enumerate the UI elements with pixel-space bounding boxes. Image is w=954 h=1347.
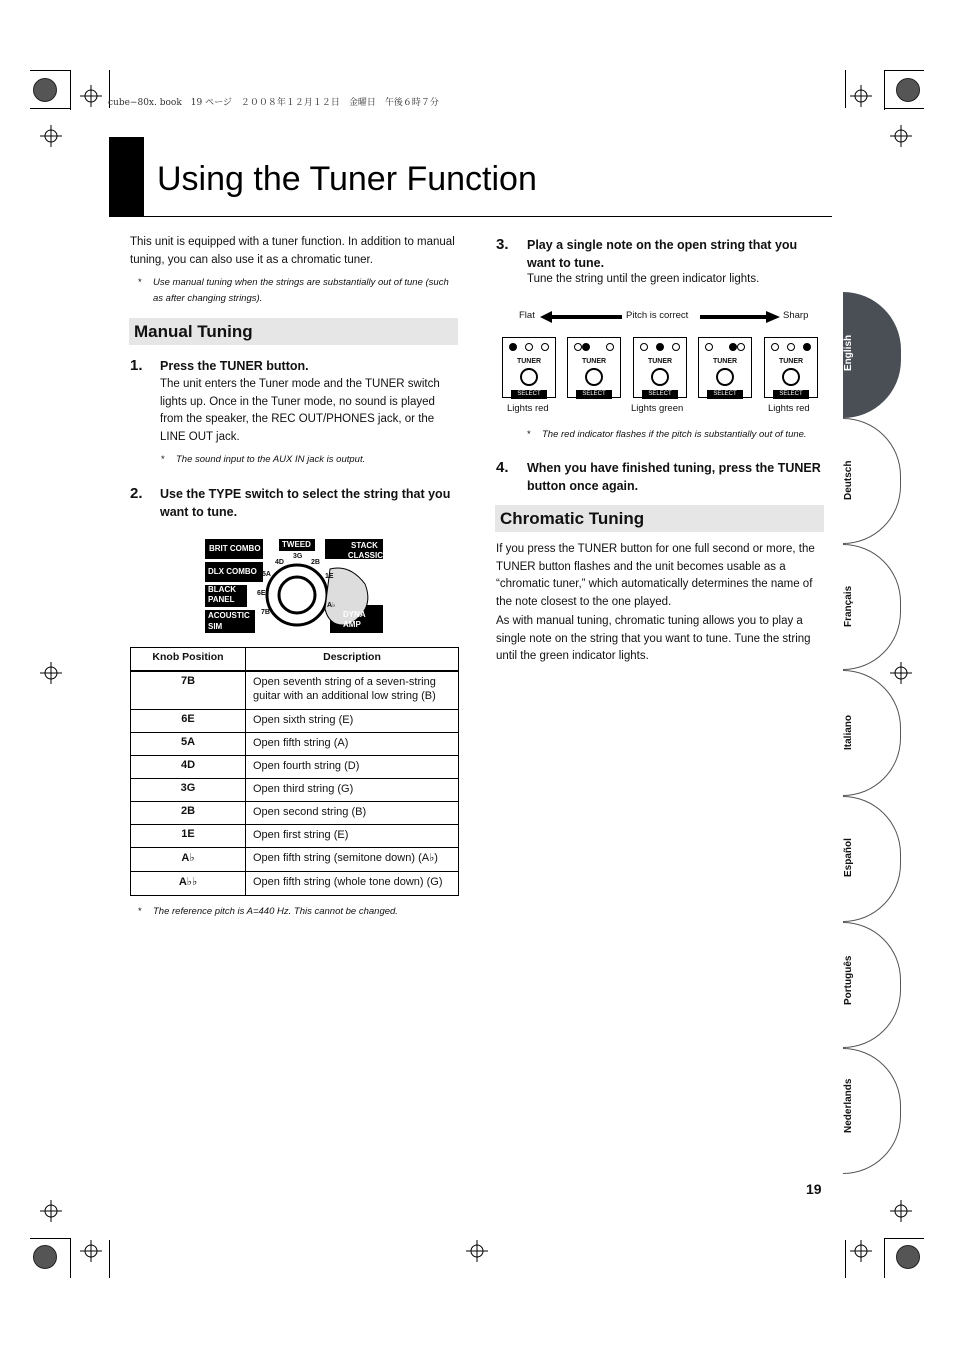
- type-switch-illustration: [205, 539, 383, 633]
- tuner-knob-icon: [585, 368, 603, 386]
- table-cell-position: 2B: [131, 801, 246, 824]
- chromatic-para-1: If you press the TUNER button for one full second or more, the TUNER button flashes and the unit becomes usable as a “chromatic tuner,” which automatically determines the name of the note closest to the one played.: [496, 543, 815, 608]
- step-1-text: The unit enters the Tuner mode and the TUNER switch lights up. Once in the Tuner mode, no sound is played from the speaker, the REC OUT/PHONES jack, or the LINE OUT jack.: [160, 378, 440, 443]
- table-cell-position: 7B: [131, 671, 246, 709]
- crop-mark: [884, 70, 924, 71]
- table-cell-position: A♭♭: [131, 871, 246, 895]
- type-label-stack: STACK: [351, 541, 378, 550]
- type-position-a-flat: A♭: [327, 602, 336, 609]
- table-row: [131, 709, 459, 732]
- tuner-sharp-label: Sharp: [783, 310, 809, 321]
- indicator-led-icon: [672, 343, 680, 351]
- table-cell-description: Open fifth string (whole tone down) (G): [246, 871, 459, 895]
- table-cell-description: Open second string (B): [246, 801, 459, 824]
- indicator-led-icon: [737, 343, 745, 351]
- table-row: [131, 671, 459, 709]
- table-cell-position: A♭: [131, 847, 246, 871]
- crop-mark: [884, 108, 924, 109]
- table-header-row: [131, 648, 459, 672]
- table-cell-position: 1E: [131, 824, 246, 847]
- tuner-pitch-correct-label: Pitch is correct: [626, 310, 689, 321]
- manual-tuning-heading: Manual Tuning: [129, 318, 458, 345]
- intro-note: [138, 275, 458, 306]
- crop-mark: [109, 1240, 110, 1278]
- type-position-6e: 6E: [257, 590, 266, 597]
- tuner-button-label: TUNER: [647, 358, 673, 365]
- step-4-title: When you have finished tuning, press the TUNER button once again.: [527, 461, 821, 493]
- table-note-text: The reference pitch is A=440 Hz. This cannot be changed.: [153, 906, 398, 917]
- tuner-unit-correct: [633, 337, 687, 398]
- registration-target-icon: [896, 78, 920, 102]
- tuner-unit-sharp: [764, 337, 818, 398]
- lights-red-right-label: Lights red: [768, 403, 810, 414]
- registration-target-icon: [33, 1245, 57, 1269]
- step-1-note: * The sound input to the AUX IN jack is output.: [161, 452, 461, 468]
- crop-mark: [30, 70, 70, 71]
- step-3-number: 3.: [496, 236, 509, 253]
- intro-note-text: Use manual tuning when the strings are substantially out of tune (such as after changing strings).: [153, 277, 449, 304]
- crop-mark: [845, 1240, 846, 1278]
- tuner-knob-icon: [651, 368, 669, 386]
- step-1-number: 1.: [130, 357, 143, 374]
- step-1-title: Press the TUNER button.: [160, 359, 309, 373]
- table-cell-position: 5A: [131, 732, 246, 755]
- tuner-button-label: TUNER: [778, 358, 804, 365]
- tuner-button-label: TUNER: [516, 358, 542, 365]
- crop-mark: [884, 70, 885, 110]
- step-4-number: 4.: [496, 459, 509, 476]
- type-position-7b: 7B: [261, 609, 270, 616]
- crop-mark: [30, 1238, 70, 1239]
- type-label-dyna-amp: DYNA AMP: [343, 610, 366, 629]
- crosshair-icon: [850, 85, 872, 107]
- indicator-led-icon: [729, 343, 737, 351]
- tuner-unit-slightly-sharp: [698, 337, 752, 398]
- lights-green-label: Lights green: [631, 403, 684, 414]
- page-title: Using the Tuner Function: [157, 160, 537, 198]
- crosshair-icon: [40, 1200, 62, 1222]
- table-cell-position: 3G: [131, 778, 246, 801]
- indicator-led-icon: [771, 343, 779, 351]
- indicator-led-icon: [541, 343, 549, 351]
- table-cell-position: 4D: [131, 755, 246, 778]
- crosshair-icon: [80, 85, 102, 107]
- crosshair-icon: [890, 1200, 912, 1222]
- tuner-button-label: TUNER: [581, 358, 607, 365]
- indicator-led-icon: [574, 343, 582, 351]
- language-tab-label-deutsch: Deutsch: [843, 460, 854, 500]
- print-header: cube−80x. book 19 ページ ２００８年１２月１２日 金曜日 午後６時７分: [108, 98, 439, 108]
- table-cell-description: Open first string (E): [246, 824, 459, 847]
- type-position-2b: 2B: [311, 559, 320, 566]
- table-cell-position: 6E: [131, 709, 246, 732]
- tuner-knob-icon: [782, 368, 800, 386]
- table-header-knob-position: Knob Position: [131, 648, 246, 672]
- chromatic-para-2: As with manual tuning, chromatic tuning allows you to play a single note on the string that you want to tune. Tune the string until the green indicator lights.: [496, 615, 811, 662]
- note-star: *: [138, 277, 142, 288]
- indicator-led-icon: [606, 343, 614, 351]
- step-2-number: 2.: [130, 485, 143, 502]
- tuner-button-label: TUNER: [712, 358, 738, 365]
- select-label: SELECT: [511, 390, 547, 399]
- type-label-acoustic-sim: ACOUSTIC SIM: [208, 611, 250, 631]
- type-label-dlx-combo: DLX COMBO: [208, 567, 257, 576]
- type-position-4d: 4D: [275, 559, 284, 566]
- tuner-unit-slightly-flat: [567, 337, 621, 398]
- lights-red-left-label: Lights red: [507, 403, 549, 414]
- arrow-right-icon: [700, 311, 780, 323]
- type-position-1e: 1E: [325, 573, 334, 580]
- indicator-led-icon: [803, 343, 811, 351]
- crop-mark: [30, 108, 70, 109]
- registration-target-icon: [896, 1245, 920, 1269]
- knob-position-table: [130, 647, 459, 896]
- select-label: SELECT: [773, 390, 809, 399]
- crosshair-icon: [890, 125, 912, 147]
- table-cell-description: Open seventh string of a seven-string guitar with an additional low string (B): [246, 671, 459, 709]
- registration-target-icon: [33, 78, 57, 102]
- crop-mark: [70, 1238, 71, 1278]
- intro-text: This unit is equipped with a tuner function. In addition to manual tuning, you can also use it as a chromatic tuner.: [130, 236, 455, 266]
- step-3-title: Play a single note on the open string that you want to tune.: [527, 238, 798, 270]
- crop-mark: [884, 1238, 885, 1278]
- table-row: [131, 732, 459, 755]
- crop-mark: [884, 1238, 924, 1239]
- crosshair-icon: [80, 1240, 102, 1262]
- table-row: [131, 871, 459, 895]
- arrow-left-icon: [540, 311, 622, 323]
- tuner-note: * The red indicator flashes if the pitch is substantially out of tune.: [527, 427, 827, 443]
- crosshair-icon: [40, 125, 62, 147]
- type-label-black-panel: BLACK PANEL: [208, 585, 236, 604]
- table-row: [131, 801, 459, 824]
- type-label-classic: CLASSIC: [347, 551, 383, 560]
- language-tab-label-francais: Français: [843, 585, 854, 627]
- step-3-text: Tune the string until the green indicator lights.: [527, 273, 760, 285]
- language-tab-label-portugues: Português: [843, 955, 854, 1005]
- title-black-bar: [109, 137, 144, 217]
- crosshair-icon: [466, 1240, 488, 1262]
- select-label: SELECT: [707, 390, 743, 399]
- crosshair-icon: [890, 662, 912, 684]
- type-label-tweed: TWEED: [282, 540, 311, 549]
- table-note: * The reference pitch is A=440 Hz. This cannot be changed.: [138, 904, 458, 920]
- tuner-knob-icon: [520, 368, 538, 386]
- table-cell-description: Open fifth string (A): [246, 732, 459, 755]
- crosshair-icon: [850, 1240, 872, 1262]
- language-tab-label-italiano: Italiano: [843, 714, 854, 750]
- tuner-note-text: The red indicator flashes if the pitch is substantially out of tune.: [542, 429, 807, 440]
- step-1-note-text: The sound input to the AUX IN jack is output.: [176, 454, 366, 465]
- indicator-led-icon: [787, 343, 795, 351]
- crosshair-icon: [40, 662, 62, 684]
- tuner-unit-flat: [502, 337, 556, 398]
- table-row: [131, 847, 459, 871]
- tuner-flat-label: Flat: [519, 310, 535, 321]
- table-cell-description: Open third string (G): [246, 778, 459, 801]
- select-label: SELECT: [642, 390, 678, 399]
- indicator-led-icon: [656, 343, 664, 351]
- indicator-led-icon: [705, 343, 713, 351]
- indicator-led-icon: [582, 343, 590, 351]
- type-label-brit-combo: BRIT COMBO: [209, 544, 261, 553]
- crop-mark: [845, 70, 846, 108]
- table-cell-description: Open sixth string (E): [246, 709, 459, 732]
- language-tab-label-english: English: [843, 334, 854, 372]
- table-row: [131, 755, 459, 778]
- crop-mark: [70, 70, 71, 110]
- page-number: 19: [806, 1181, 822, 1197]
- table-header-description: Description: [246, 648, 459, 672]
- table-row: [131, 824, 459, 847]
- type-position-3g: 3G: [293, 553, 303, 560]
- chromatic-tuning-heading: Chromatic Tuning: [495, 505, 824, 532]
- language-tab-label-espanol: Español: [843, 838, 854, 878]
- type-position-5a: 5A: [262, 571, 271, 578]
- step-2-title: Use the TYPE switch to select the string that you want to tune.: [160, 487, 451, 519]
- language-tab-label-nederlands: Nederlands: [843, 1078, 854, 1134]
- table-row: [131, 778, 459, 801]
- table-cell-description: Open fourth string (D): [246, 755, 459, 778]
- select-label: SELECT: [576, 390, 612, 399]
- indicator-led-icon: [509, 343, 517, 351]
- title-rule: [109, 216, 832, 217]
- table-cell-description: Open fifth string (semitone down) (A♭): [246, 847, 459, 871]
- indicator-led-icon: [640, 343, 648, 351]
- tuner-knob-icon: [716, 368, 734, 386]
- indicator-led-icon: [525, 343, 533, 351]
